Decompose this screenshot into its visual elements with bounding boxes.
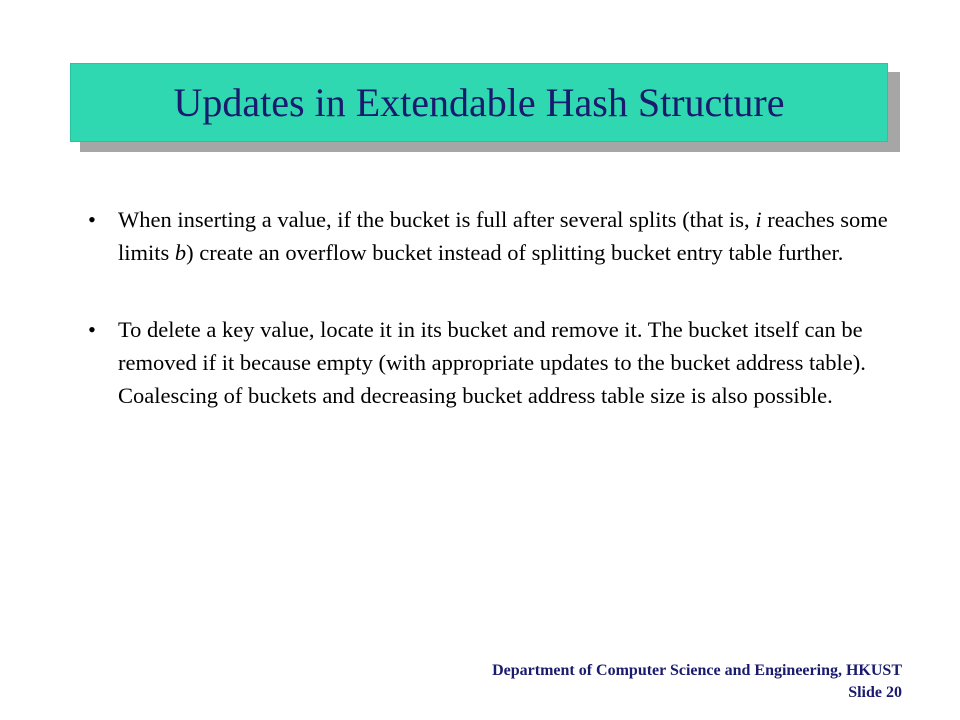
- bullet-item-insert: [88, 203, 888, 269]
- variable-b: b: [174, 240, 187, 265]
- bullet-marker: •: [88, 207, 96, 232]
- variable-i: i: [755, 207, 762, 232]
- footer-slide-number: Slide 20: [848, 684, 902, 701]
- title-box: [70, 63, 888, 142]
- bullet-marker: •: [88, 317, 96, 342]
- footer-department: Department of Computer Science and Engineering, HKUST: [492, 662, 902, 679]
- bullet-list: [88, 203, 888, 412]
- bullet-text-part: reaches some limits: [118, 207, 888, 265]
- bullet-text-part: When inserting a value, if the bucket is full after several splits (that is,: [118, 207, 756, 232]
- bullet-item-delete: [88, 313, 888, 412]
- slide-title: Updates in Extendable Hash Structure: [173, 80, 785, 125]
- bullet-text: To delete a key value, locate it in its bucket and remove it. The bucket itself can be removed if it because empty (with appropriate updates to the bucket address table). Coalescing of buckets and decreasing bucket address table size is also possible.: [118, 317, 866, 408]
- bullet-text-part: ) create an overflow bucket instead of splitting bucket entry table further.: [186, 240, 844, 265]
- footer: [492, 660, 902, 704]
